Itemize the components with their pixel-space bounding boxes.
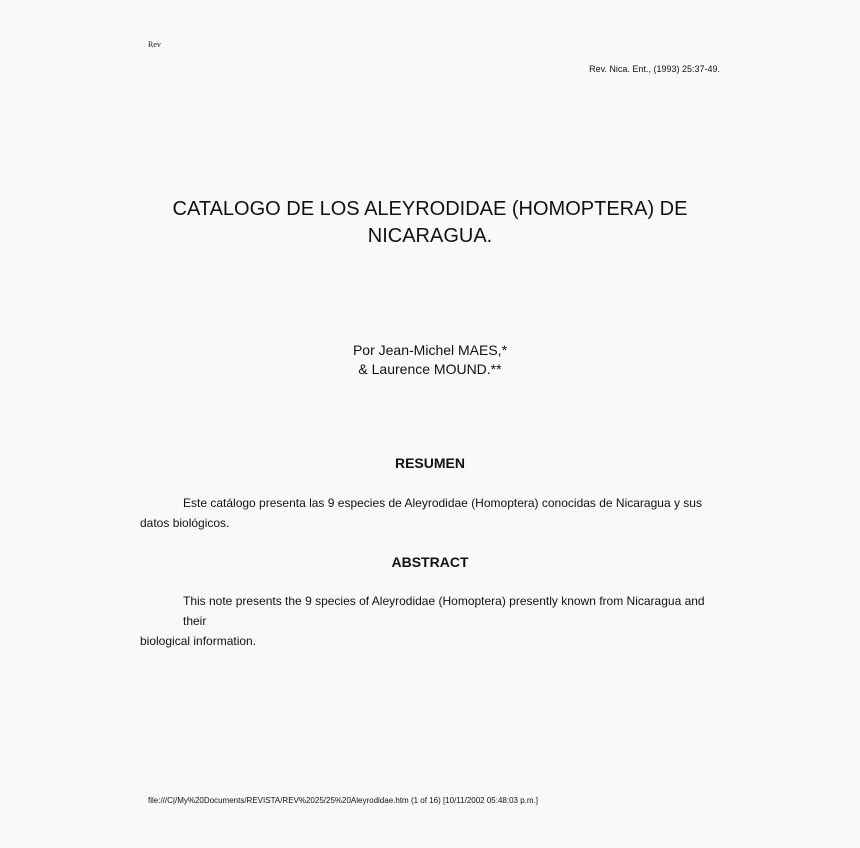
title-line-2: NICARAGUA. <box>367 225 493 247</box>
title-line-1: CATALOGO DE LOS ALEYRODIDAE (HOMOPTERA) DE <box>172 198 688 220</box>
page-title <box>0 196 860 250</box>
resumen-line-1: Este catálogo presenta las 9 especies de Aleyrodidae (Homoptera) conocidas de Nicaragua y sus <box>183 496 702 510</box>
abstract-paragraph <box>140 591 725 651</box>
abstract-line-2: biological information. <box>140 634 257 648</box>
journal-citation: Rev. Nica. Ent., (1993) 25:37-49. <box>589 64 720 74</box>
resumen-line-2: datos biológicos. <box>140 516 230 530</box>
resumen-paragraph <box>140 493 725 533</box>
abstract-line-1: This note presents the 9 species of Aleyrodidae (Homoptera) presently known from Nicaragua and their <box>183 594 705 628</box>
abstract-heading: ABSTRACT <box>391 554 469 570</box>
header-label: Rev <box>148 40 161 49</box>
authors <box>0 341 860 379</box>
author-line-1: Por Jean-Michel MAES,* <box>352 342 508 358</box>
resumen-heading: RESUMEN <box>394 455 465 471</box>
author-line-2: & Laurence MOUND.** <box>358 361 502 377</box>
footer-file-path: file:///C|/My%20Documents/REVISTA/REV%2025/25%20Aleyrodidae.htm (1 of 16) [10/11/2002 05:48:03 p.m.] <box>148 796 538 805</box>
